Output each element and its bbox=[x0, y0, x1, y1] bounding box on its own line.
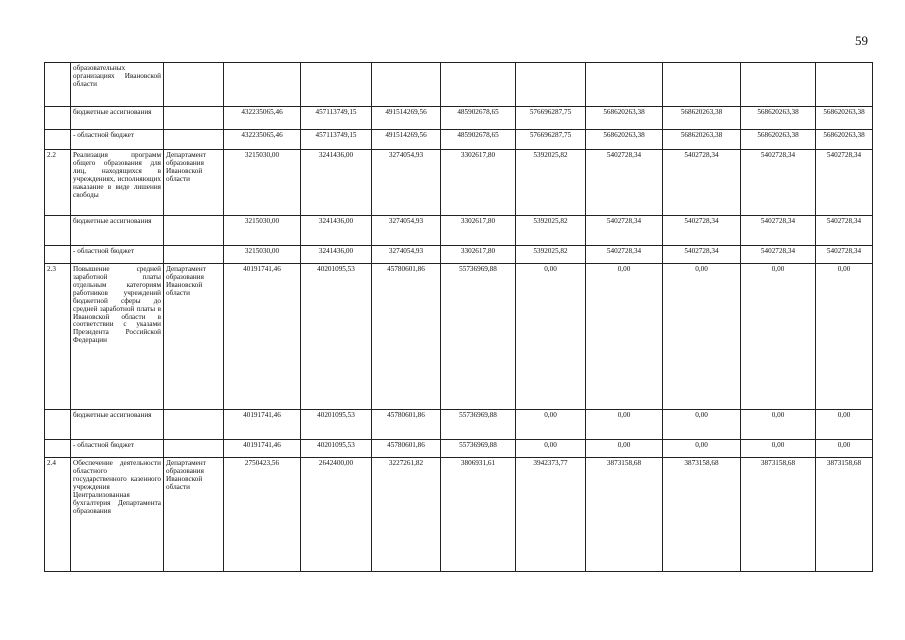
value-cell: 0,00 bbox=[741, 264, 816, 410]
table-row bbox=[45, 130, 873, 150]
value-cell: 40191741,46 bbox=[224, 440, 301, 458]
value-cell: 3302617,80 bbox=[441, 150, 516, 216]
value-cell: 568620263,38 bbox=[741, 107, 816, 130]
row-index-cell bbox=[45, 63, 71, 107]
row-name-cell: Повышение средней заработной платы отдельным категориям работников учреждений бюджетной сферы до средней заработной платы в Ивановской области в соответствии с указами Президента Российской Федерации bbox=[71, 264, 164, 410]
value-cell: 568620263,38 bbox=[663, 130, 741, 150]
value-cell: 3274054,93 bbox=[372, 150, 441, 216]
value-cell: 3873158,68 bbox=[663, 458, 741, 572]
value-cell: 568620263,38 bbox=[663, 107, 741, 130]
value-cell: 0,00 bbox=[816, 440, 873, 458]
row-index-cell: 2.2 bbox=[45, 150, 71, 216]
row-executor-cell bbox=[164, 107, 224, 130]
value-cell: 5402728,34 bbox=[816, 150, 873, 216]
value-cell: 0,00 bbox=[516, 264, 586, 410]
value-cell: 3241436,00 bbox=[301, 216, 372, 246]
row-executor-cell bbox=[164, 130, 224, 150]
value-cell: 0,00 bbox=[516, 410, 586, 440]
value-cell: 457113749,15 bbox=[301, 130, 372, 150]
value-cell: 3215030,00 bbox=[224, 216, 301, 246]
value-cell bbox=[441, 63, 516, 107]
row-name-cell: - областной бюджет bbox=[71, 130, 164, 150]
row-name-cell: образовательных организациях Ивановской области bbox=[71, 63, 164, 107]
value-cell: 568620263,38 bbox=[586, 107, 663, 130]
value-cell: 40191741,46 bbox=[224, 410, 301, 440]
value-cell: 5402728,34 bbox=[663, 150, 741, 216]
value-cell: 0,00 bbox=[741, 440, 816, 458]
value-cell: 485902678,65 bbox=[441, 130, 516, 150]
value-cell: 5402728,34 bbox=[741, 216, 816, 246]
row-executor-cell bbox=[164, 216, 224, 246]
row-name-cell: бюджетные ассигнования bbox=[71, 410, 164, 440]
value-cell: 3873158,68 bbox=[586, 458, 663, 572]
value-cell: 0,00 bbox=[816, 410, 873, 440]
value-cell: 432235065,46 bbox=[224, 130, 301, 150]
value-cell: 5402728,34 bbox=[663, 216, 741, 246]
value-cell: 45780601,86 bbox=[372, 410, 441, 440]
row-name-cell: - областной бюджет bbox=[71, 246, 164, 264]
row-executor-cell: Департамент образования Ивановской области bbox=[164, 150, 224, 216]
value-cell: 3302617,80 bbox=[441, 246, 516, 264]
table-row bbox=[45, 440, 873, 458]
row-executor-cell: Департамент образования Ивановской области bbox=[164, 458, 224, 572]
value-cell: 576696287,75 bbox=[516, 130, 586, 150]
value-cell bbox=[741, 63, 816, 107]
value-cell bbox=[816, 63, 873, 107]
value-cell: 40191741,46 bbox=[224, 264, 301, 410]
value-cell: 568620263,38 bbox=[816, 130, 873, 150]
table-row bbox=[45, 264, 873, 410]
value-cell: 5392025,82 bbox=[516, 246, 586, 264]
value-cell bbox=[663, 63, 741, 107]
row-index-cell bbox=[45, 440, 71, 458]
row-index-cell bbox=[45, 107, 71, 130]
value-cell: 5402728,34 bbox=[741, 246, 816, 264]
value-cell: 0,00 bbox=[663, 264, 741, 410]
value-cell: 3215030,00 bbox=[224, 150, 301, 216]
value-cell: 5392025,82 bbox=[516, 150, 586, 216]
value-cell: 5402728,34 bbox=[586, 150, 663, 216]
row-index-cell: 2.4 bbox=[45, 458, 71, 572]
table-row bbox=[45, 63, 873, 107]
value-cell: 576696287,75 bbox=[516, 107, 586, 130]
row-executor-cell: Департамент образования Ивановской области bbox=[164, 264, 224, 410]
row-name-cell: Реализация программ общего образования для лиц, находящихся в учреждениях, исполняющих наказание в виде лишения свободы bbox=[71, 150, 164, 216]
table-row bbox=[45, 107, 873, 130]
value-cell bbox=[372, 63, 441, 107]
value-cell: 3241436,00 bbox=[301, 246, 372, 264]
table-row bbox=[45, 410, 873, 440]
row-index-cell bbox=[45, 130, 71, 150]
value-cell: 0,00 bbox=[586, 264, 663, 410]
value-cell: 3274054,93 bbox=[372, 246, 441, 264]
value-cell: 40201095,53 bbox=[301, 264, 372, 410]
value-cell: 3227261,82 bbox=[372, 458, 441, 572]
value-cell: 485902678,65 bbox=[441, 107, 516, 130]
value-cell: 55736969,88 bbox=[441, 440, 516, 458]
table-row bbox=[45, 246, 873, 264]
row-executor-cell bbox=[164, 440, 224, 458]
value-cell: 5402728,34 bbox=[816, 246, 873, 264]
value-cell: 5402728,34 bbox=[663, 246, 741, 264]
value-cell: 5402728,34 bbox=[586, 246, 663, 264]
value-cell bbox=[224, 63, 301, 107]
value-cell: 491514269,56 bbox=[372, 130, 441, 150]
value-cell: 3274054,93 bbox=[372, 216, 441, 246]
value-cell: 457113749,15 bbox=[301, 107, 372, 130]
value-cell: 0,00 bbox=[586, 440, 663, 458]
value-cell: 40201095,53 bbox=[301, 440, 372, 458]
value-cell: 0,00 bbox=[663, 410, 741, 440]
value-cell: 3806931,61 bbox=[441, 458, 516, 572]
value-cell: 5392025,82 bbox=[516, 216, 586, 246]
value-cell: 5402728,34 bbox=[586, 216, 663, 246]
row-index-cell bbox=[45, 246, 71, 264]
value-cell bbox=[516, 63, 586, 107]
value-cell: 3302617,80 bbox=[441, 216, 516, 246]
table-row bbox=[45, 150, 873, 216]
value-cell: 45780601,86 bbox=[372, 440, 441, 458]
value-cell: 45780601,86 bbox=[372, 264, 441, 410]
row-name-cell: бюджетные ассигнования bbox=[71, 107, 164, 130]
value-cell: 5402728,34 bbox=[816, 216, 873, 246]
value-cell: 0,00 bbox=[741, 410, 816, 440]
value-cell: 5402728,34 bbox=[741, 150, 816, 216]
value-cell: 568620263,38 bbox=[741, 130, 816, 150]
value-cell: 432235065,46 bbox=[224, 107, 301, 130]
value-cell: 491514269,56 bbox=[372, 107, 441, 130]
value-cell: 3942373,77 bbox=[516, 458, 586, 572]
table-row bbox=[45, 458, 873, 572]
value-cell: 3241436,00 bbox=[301, 150, 372, 216]
row-index-cell bbox=[45, 216, 71, 246]
value-cell: 2642400,00 bbox=[301, 458, 372, 572]
value-cell: 55736969,88 bbox=[441, 410, 516, 440]
value-cell: 0,00 bbox=[663, 440, 741, 458]
page-number: 59 bbox=[855, 33, 868, 48]
value-cell: 55736969,88 bbox=[441, 264, 516, 410]
row-name-cell: - областной бюджет bbox=[71, 440, 164, 458]
value-cell: 40201095,53 bbox=[301, 410, 372, 440]
value-cell: 3215030,00 bbox=[224, 246, 301, 264]
value-cell: 568620263,38 bbox=[816, 107, 873, 130]
value-cell bbox=[586, 63, 663, 107]
row-index-cell: 2.3 bbox=[45, 264, 71, 410]
value-cell: 0,00 bbox=[516, 440, 586, 458]
row-index-cell bbox=[45, 410, 71, 440]
row-executor-cell bbox=[164, 246, 224, 264]
value-cell: 568620263,38 bbox=[586, 130, 663, 150]
table-row bbox=[45, 216, 873, 246]
value-cell: 2750423,56 bbox=[224, 458, 301, 572]
value-cell: 3873158,68 bbox=[816, 458, 873, 572]
value-cell bbox=[301, 63, 372, 107]
row-name-cell: бюджетные ассигнования bbox=[71, 216, 164, 246]
value-cell: 0,00 bbox=[816, 264, 873, 410]
row-executor-cell bbox=[164, 410, 224, 440]
value-cell: 3873158,68 bbox=[741, 458, 816, 572]
budget-table bbox=[44, 62, 873, 572]
value-cell: 0,00 bbox=[586, 410, 663, 440]
row-name-cell: Обеспечение деятельности областного государственного казенного учреждения Централизованная бухгалтерия Департамента образования bbox=[71, 458, 164, 572]
row-executor-cell bbox=[164, 63, 224, 107]
table-body bbox=[45, 63, 873, 572]
